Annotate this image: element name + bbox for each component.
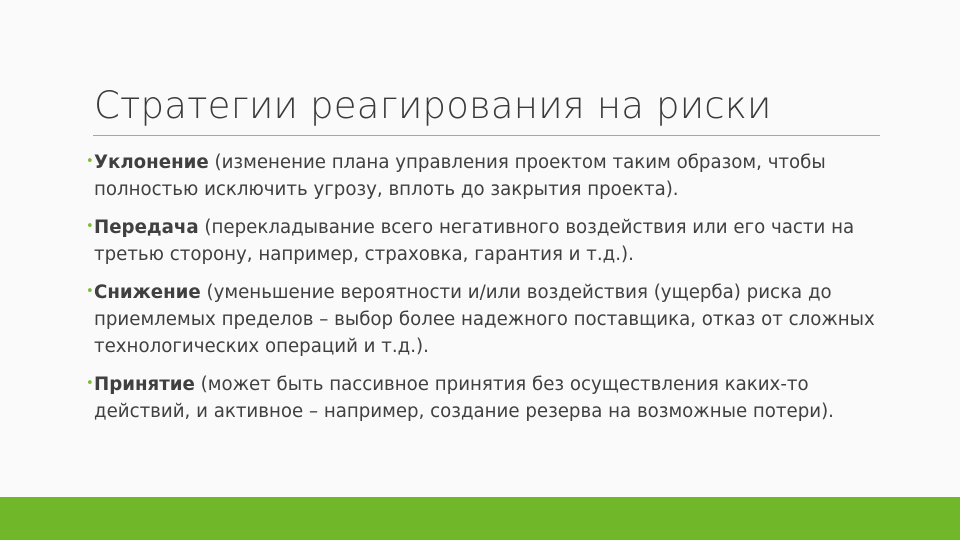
title-divider: [93, 135, 880, 136]
bullet-text: (уменьшение вероятности и/или воздействия (ущерба) риска до приемлемых пределов – выбор более надежного поставщика, отказ от сложных технологических операций и т.д.).: [94, 282, 875, 357]
bullet-term: Передача: [94, 217, 199, 238]
bullet-text: (изменение плана управления проектом таким образом, чтобы полностью исключить угрозу, вплоть до закрытия проекта).: [94, 152, 826, 200]
slide-title: Стратегии реагирования на риски: [94, 84, 772, 127]
bottom-accent-bar: [0, 497, 960, 540]
bullet-item-transfer: [86, 214, 886, 268]
bullet-item-mitigation: [86, 279, 886, 360]
bullet-list: [86, 149, 886, 436]
bullet-dot-icon: •: [86, 284, 94, 299]
bullet-dot-icon: •: [86, 376, 94, 391]
bullet-dot-icon: •: [86, 154, 94, 169]
bullet-term: Уклонение: [94, 152, 209, 173]
bullet-item-acceptance: [86, 371, 886, 425]
bullet-term: Принятие: [94, 374, 195, 395]
bullet-text: (может быть пассивное принятия без осуществления каких-то действий, и активное – например, создание резерва на возможные потери).: [94, 374, 834, 422]
bullet-term: Снижение: [94, 282, 201, 303]
bullet-text: (перекладывание всего негативного воздействия или его части на третью сторону, например, страховка, гарантия и т.д.).: [94, 217, 855, 265]
bullet-item-avoidance: [86, 149, 886, 203]
bullet-dot-icon: •: [86, 219, 94, 234]
